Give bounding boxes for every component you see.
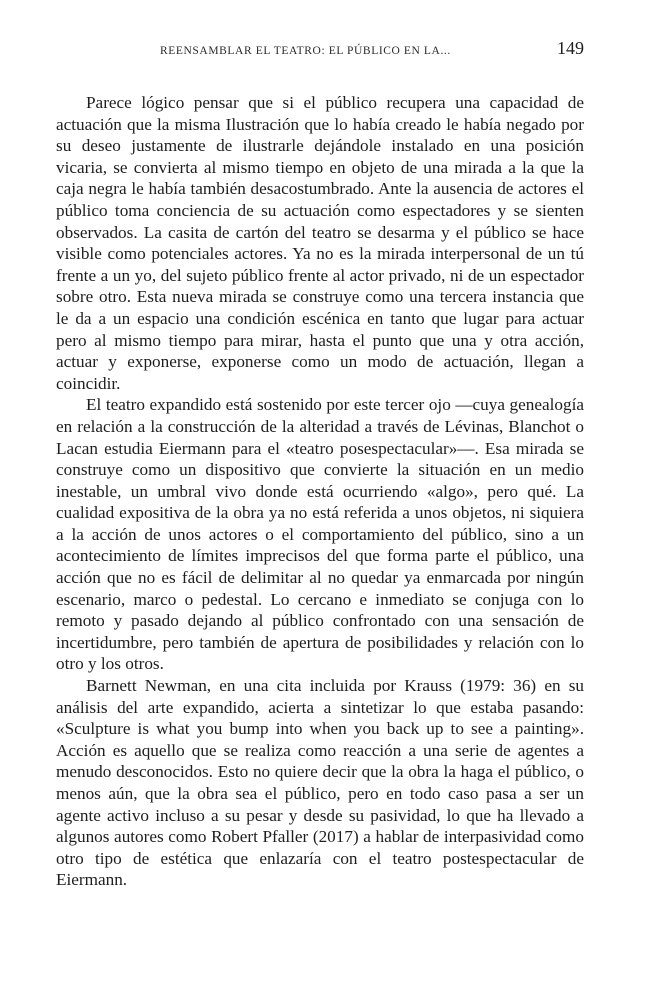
running-header bbox=[56, 38, 584, 62]
running-title: REENSAMBLAR EL TEATRO: EL PÚBLICO EN LA... bbox=[160, 45, 451, 57]
paragraph: El teatro expandido está sostenido por este tercer ojo —cuya genealogía en relación a la construcción de la alteridad a través de Lévinas, Blanchot o Lacan estudia Eiermann para el «teatro posespectacular»—. Esa mirada se construye como un dispositivo que convierte la situación en un medio inestable, un umbral vivo donde está ocurriendo «algo», pero qué. La cualidad expositiva de la obra ya no está referida a unos objetos, ni siquiera a la acción de unos actores o el comportamiento del público, sino a un acontecimiento de límites imprecisos del que forma parte el público, una acción que no es fácil de delimitar al no quedar ya enmarcada por ningún escenario, marco o pedestal. Lo cercano e inmediato se conjuga con lo remoto y pasado dejando al público confrontado con una sensación de incertidumbre, pero también de apertura de posibilidades y relación con lo otro y los otros. bbox=[56, 395, 584, 674]
paragraph: Barnett Newman, en una cita incluida por Krauss (1979: 36) en su análisis del arte expandido, acierta a sintetizar lo que estaba pasando: «Sculpture is what you bump into when you back up to see a painting». Acción es aquello que se realiza como reacción a una serie de agentes a menudo desconocidos. Esto no quiere decir que la obra la haga el público, o menos aún, que la obra sea el público, pero en todo caso pasa a ser un agente activo incluso a su pesar y desde su pasividad, lo que ha llevado a algunos autores como Robert Pfaller (2017) a hablar de interpasividad como otro tipo de estética que enlazaría con el teatro postespectacular de Eiermann. bbox=[56, 676, 584, 890]
body-text bbox=[56, 92, 584, 891]
page-number: 149 bbox=[557, 38, 584, 58]
paragraph: Parece lógico pensar que si el público recupera una capacidad de actuación que la misma Ilustración que lo había creado le había negado por su deseo justamente de ilustrarle dejándole instalado en una posición vicaria, se convierta al mismo tiempo en objeto de una mirada a la que la caja negra le había también desacostumbrado. Ante la ausencia de actores el público toma conciencia de su actuación como espectadores y se sienten observados. La casita de cartón del teatro se desarma y el público se hace visible como potenciales actores. Ya no es la mirada interpersonal de un tú frente a un yo, del sujeto público frente al actor privado, ni de un espectador sobre otro. Esta nueva mirada se construye como una tercera instancia que le da a un espacio una condición escénica en tanto que lugar para actuar pero al mismo tiempo para mirar, hasta el punto que una y otra acción, actuar y exponerse, exponerse como un modo de actuación, llegan a coincidir. bbox=[56, 93, 584, 393]
